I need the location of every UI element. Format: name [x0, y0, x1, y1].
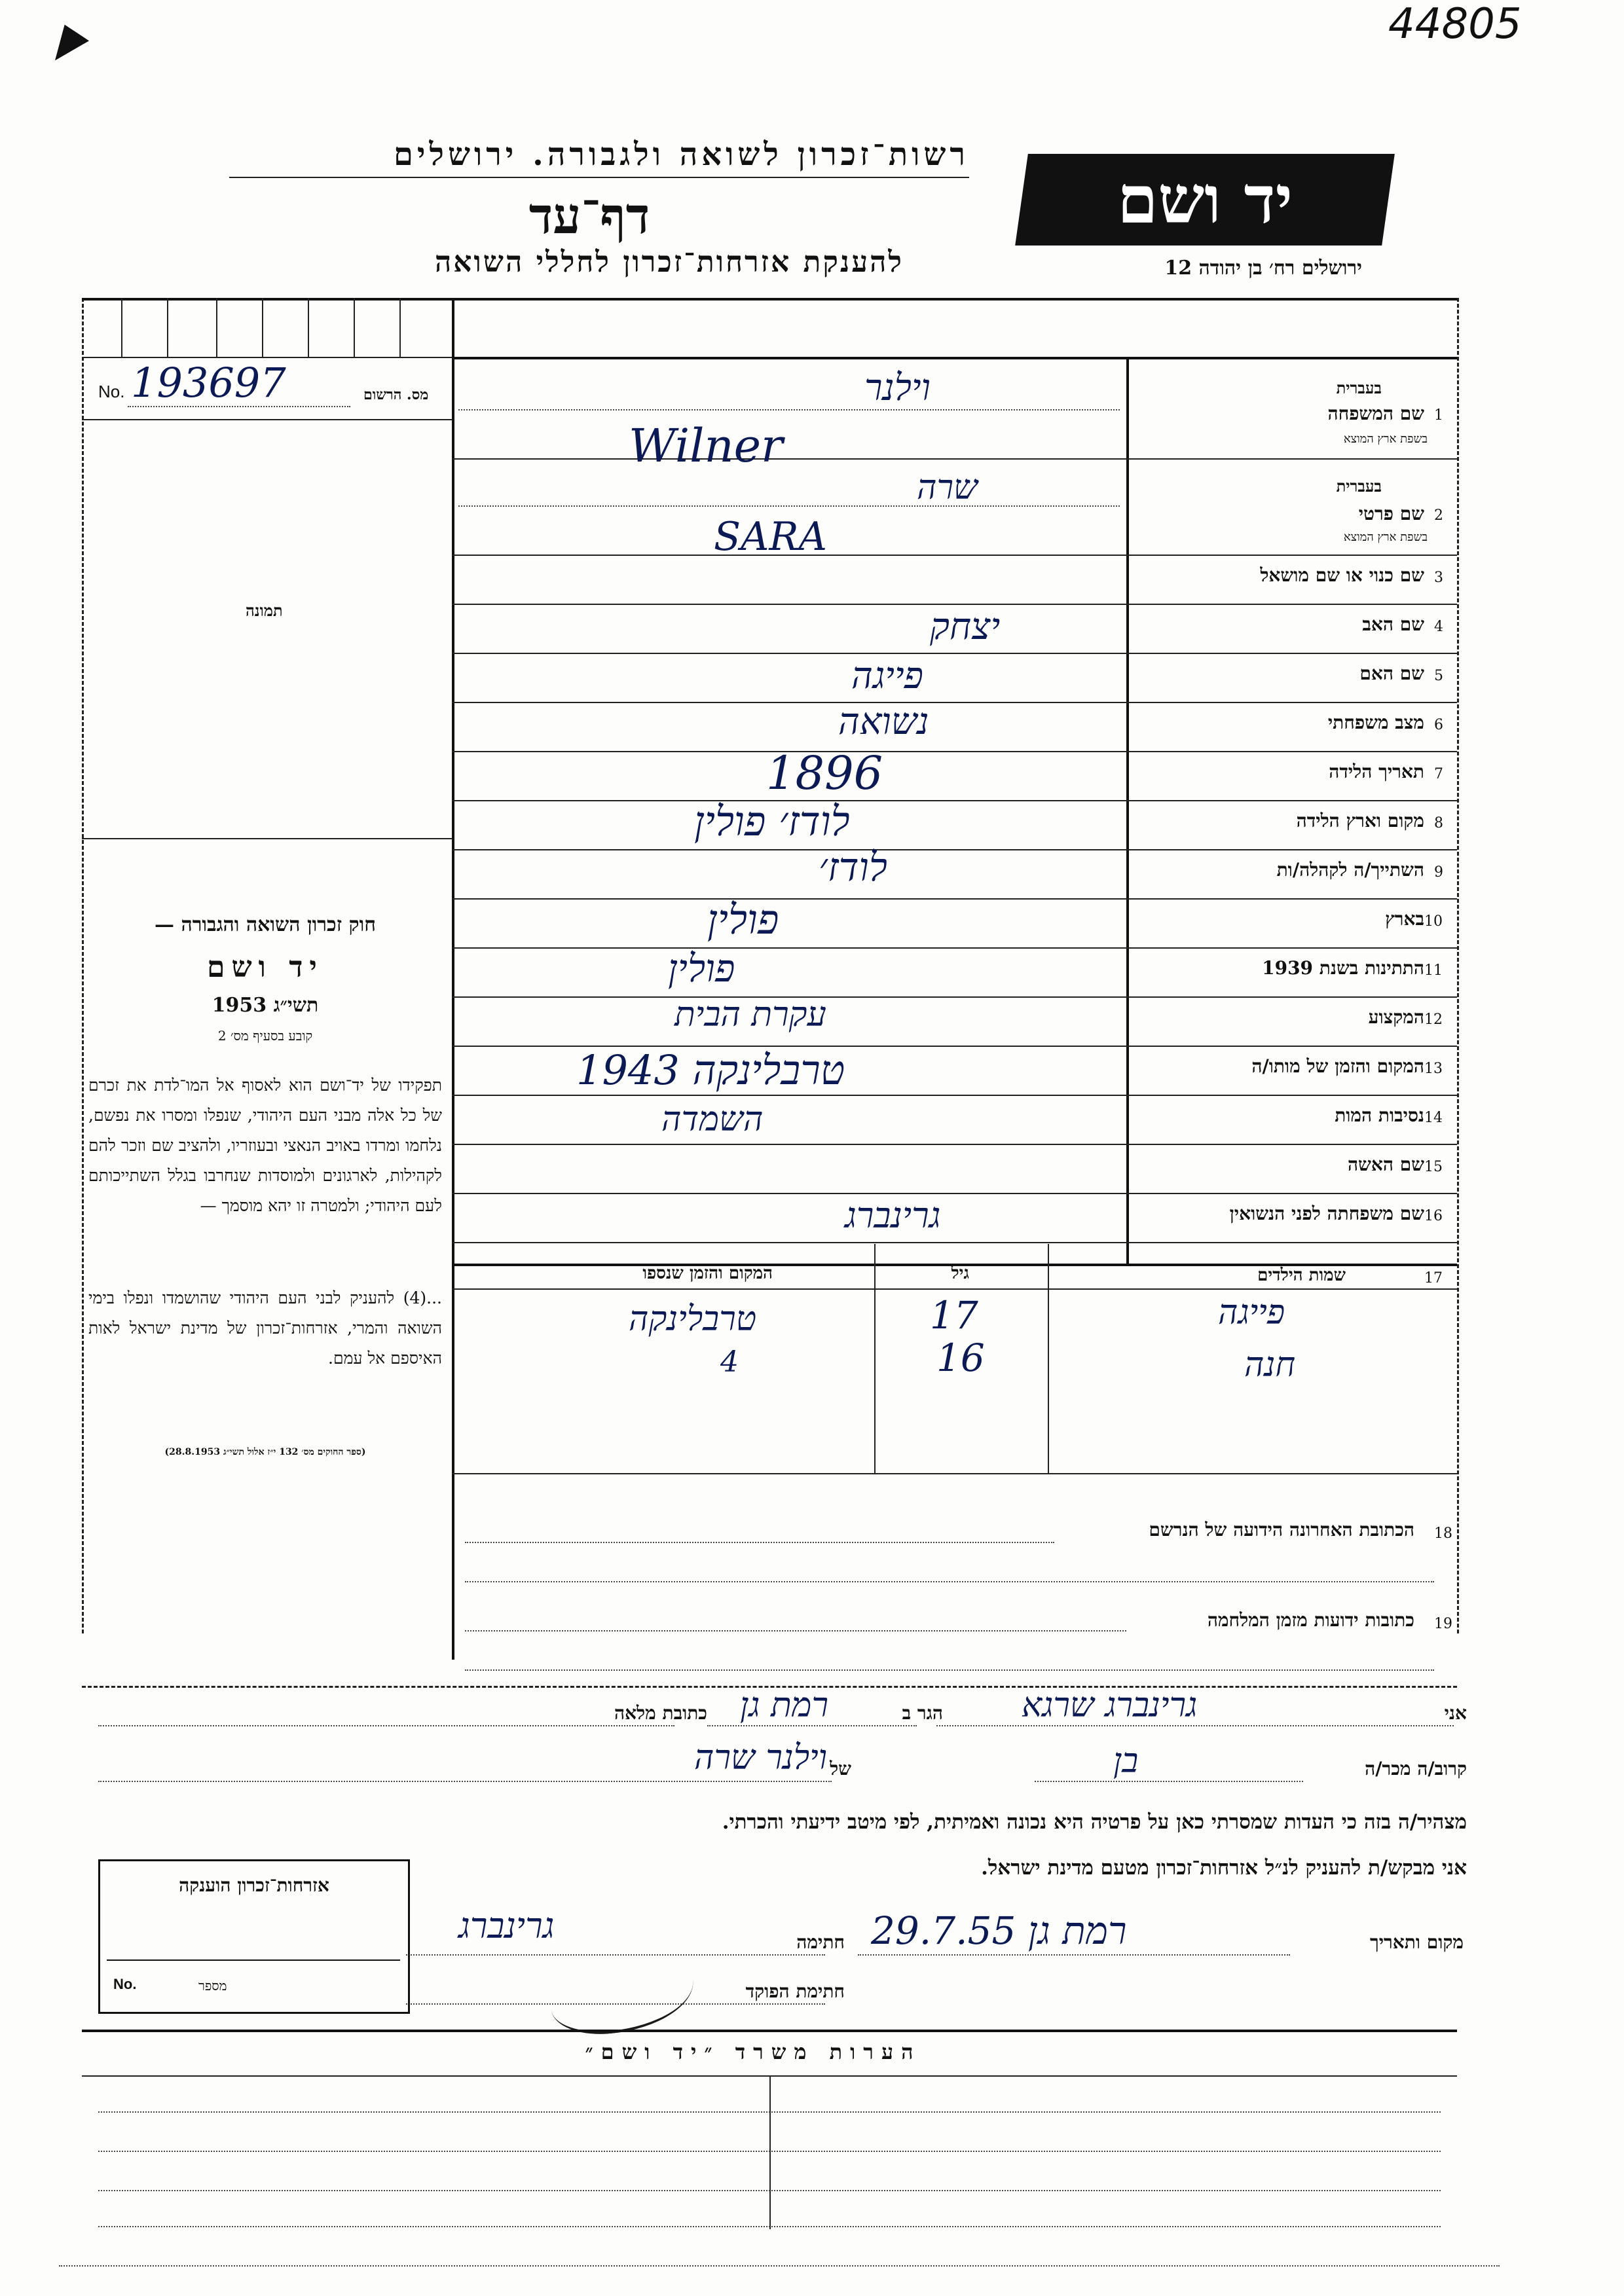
decl-resident: הגר ב: [902, 1702, 943, 1724]
field-12-value: עקרת הבית: [674, 995, 826, 1034]
field-5-value: פייגה: [851, 655, 924, 697]
field-9-number: 9: [1434, 864, 1443, 881]
law-text-2: ...(4) להעניק לבני העם היהודי שהושמדו ונפלו בימי השואה והמרי, אזרחות־זכרון של מדינת ישראל לאות האיספם אל עמם.: [88, 1288, 442, 1368]
field-11-label: התתינות בשנת 1939: [1262, 957, 1424, 979]
field-8-label: מקום וארץ הלידה: [1296, 810, 1424, 831]
child-1-name: פייגה: [1218, 1293, 1285, 1332]
officer-signature-label: חתימת הפוקד: [745, 1980, 845, 2002]
field-6-number: 6: [1434, 717, 1443, 733]
child-2-place: 4: [720, 1345, 739, 1379]
field-18-label: הכתובת האחרונה הידועה של הנרשם: [1149, 1519, 1414, 1540]
decl-deceased-name: וילנר שרה: [694, 1738, 828, 1777]
field-1-local-tag: בשפת ארץ המוצא: [1343, 432, 1428, 446]
field-10-value: פולין: [707, 896, 779, 943]
registration-number: 193697: [131, 359, 286, 407]
field-17-number: 17: [1424, 1270, 1443, 1286]
field-2-number: 2: [1434, 507, 1443, 524]
signature-value: גרינברג: [458, 1905, 555, 1946]
law-name: יד ושם: [207, 951, 323, 984]
law-gazette: (ספר החוקים מס׳ 132 י״ז אלול תשי״ג 28.8.1953): [164, 1447, 366, 1457]
logo-text: יד ושם: [1117, 161, 1293, 238]
decl-prefix: אני: [1444, 1702, 1467, 1724]
memorial-citizenship-no: No.: [113, 1976, 137, 1992]
children-col-age: גיל: [951, 1264, 969, 1283]
field-13-label: המקום והזמן של מותו/ה: [1251, 1055, 1424, 1077]
field-1-value-hebrew: וילנר: [864, 367, 931, 409]
field-10-label: בארץ: [1385, 908, 1424, 930]
field-19-label: כתובות ידועות מזמן המלחמה: [1207, 1609, 1414, 1631]
children-col-names: שמות הילדים: [1257, 1266, 1346, 1285]
decl-statement-2: אני מבקש/ת להעניק לנ״ל אזרחות־זכרון מטעם מדינת ישראל.: [981, 1856, 1467, 1880]
field-2-value-local: SARA: [714, 514, 827, 560]
decl-name: גרינברג שרגא: [1022, 1686, 1198, 1725]
law-clause: קובע בסעיף מס׳ 2: [217, 1028, 313, 1044]
law-text-1: תפקידו של יד־ושם הוא לאסוף אל המו־לדת את זכרם של כל אלה מבני העם היהודי, שנפלו ומסרו את נפשם, נלחמו ומרדו באויב הנאצי ובעוזריו, ולהציב שם וזכר להם לקהילות, לארגונים ולמוסדות שנחרבו בגלל השתייכותם לעם היהודי; ולמטרה זו יהא מוסמך —: [88, 1076, 442, 1215]
child-2-name: חנה: [1244, 1345, 1296, 1385]
archive-number: 44805: [1388, 0, 1522, 48]
field-15-label: שם האשה: [1347, 1154, 1424, 1175]
field-11-number: 11: [1424, 962, 1443, 979]
field-14-label: נסיבות המות: [1335, 1104, 1424, 1126]
field-1-hebrew-tag: בעברית: [1336, 378, 1382, 397]
field-7-value: 1896: [766, 746, 883, 800]
registration-no-label: No.: [98, 382, 125, 401]
place-date-value: רמת גן 29.7.55: [871, 1908, 1127, 1953]
field-16-value: גרינברג: [845, 1195, 941, 1236]
law-title: חוק זכרון השואה והגבורה —: [155, 913, 376, 936]
field-6-value: נשואה: [838, 701, 929, 743]
field-7-label: תאריך הלידה: [1329, 761, 1424, 782]
signature-label: חתימה: [796, 1931, 845, 1953]
remarks-title: הערות משרד ״יד ושם״: [585, 2039, 921, 2064]
field-13-value: טרבלינקה 1943: [576, 1046, 845, 1094]
child-1-age: 17: [930, 1293, 978, 1338]
field-7-number: 7: [1434, 766, 1443, 782]
field-16-number: 16: [1424, 1208, 1443, 1224]
field-18-number: 18: [1434, 1525, 1452, 1542]
decl-statement-1: מצהיר/ה בזה כי העדות שמסרתי כאן על פרטיה היא נכונה ואמיתית, לפי מיטב ידיעתי והכרתי.: [722, 1810, 1467, 1834]
children-col-place: המקום והזמן שנספו: [642, 1264, 773, 1283]
field-19-number: 19: [1434, 1616, 1452, 1632]
field-14-value: השמדה: [661, 1100, 764, 1139]
field-2-local-tag: בשפת ארץ המוצא: [1343, 530, 1428, 544]
child-2-age: 16: [936, 1336, 985, 1380]
field-2-value-hebrew: שרה: [917, 468, 978, 507]
decl-city: רמת גן: [740, 1686, 829, 1725]
authority-title: רשות־זכרון לשואה ולגבורה. ירושלים: [393, 136, 969, 173]
field-1-value-local: Wilner: [629, 419, 783, 473]
field-16-label: שם משפחתה לפני הנשואין: [1229, 1203, 1424, 1224]
field-10-number: 10: [1424, 913, 1443, 930]
decl-of: של: [830, 1758, 851, 1779]
field-9-label: השתייך/ה לקהלה/ות: [1276, 859, 1424, 881]
field-1-number: 1: [1434, 407, 1443, 424]
field-11-value: פולין: [668, 946, 735, 991]
field-15-number: 15: [1424, 1159, 1443, 1175]
place-date-label: מקום ותאריך: [1369, 1931, 1464, 1953]
punch-hole-mark: [42, 18, 89, 61]
registration-hebrew-label: מס. הרשום: [363, 386, 429, 403]
field-5-label: שם האם: [1359, 663, 1424, 684]
field-3-number: 3: [1434, 570, 1443, 586]
field-8-number: 8: [1434, 815, 1443, 831]
field-4-value: יצחק: [930, 606, 1001, 648]
field-12-number: 12: [1424, 1011, 1443, 1028]
field-13-number: 13: [1424, 1061, 1443, 1077]
yad-vashem-logo: [1015, 154, 1395, 246]
officer-signature-mark: [547, 1950, 698, 2039]
field-6-label: מצב משפחתי: [1327, 712, 1424, 733]
field-3-label: שם כנוי או שם מושאל: [1260, 564, 1424, 586]
photo-label: תמונה: [246, 601, 283, 620]
field-5-number: 5: [1434, 668, 1443, 684]
logo-address: ירושלים רח׳ בן יהודה 12: [1164, 257, 1362, 280]
field-9-value: לודז׳: [819, 845, 887, 890]
child-1-place: טרבלינקה: [629, 1300, 757, 1339]
decl-relative-label: קרוב/ה מכר/ה: [1365, 1758, 1467, 1779]
field-2-hebrew-tag: בעברית: [1336, 477, 1382, 496]
memorial-citizenship-mispar: מספר: [198, 1978, 227, 1994]
field-4-label: שם האב: [1362, 613, 1424, 635]
field-8-value: לודז׳ פולין: [694, 797, 850, 845]
law-year: תשי״ג 1953: [212, 994, 319, 1017]
decl-relation: בן: [1113, 1741, 1139, 1781]
field-4-number: 4: [1434, 619, 1443, 635]
field-14-number: 14: [1424, 1110, 1443, 1126]
field-2-label: שם פרטי: [1358, 503, 1424, 524]
form-title: דף־עד: [528, 187, 650, 245]
memorial-citizenship-title: אזרחות־זכרון הוענקה: [179, 1874, 329, 1896]
decl-address-label: כתובת מלאה: [614, 1702, 707, 1724]
field-1-label: שם המשפחה: [1327, 403, 1424, 424]
memorial-citizenship-box: [98, 1859, 410, 2014]
field-12-label: המקצוע: [1368, 1006, 1424, 1028]
form-subtitle: להענקת אזרחות־זכרון לחללי השואה: [434, 246, 904, 279]
